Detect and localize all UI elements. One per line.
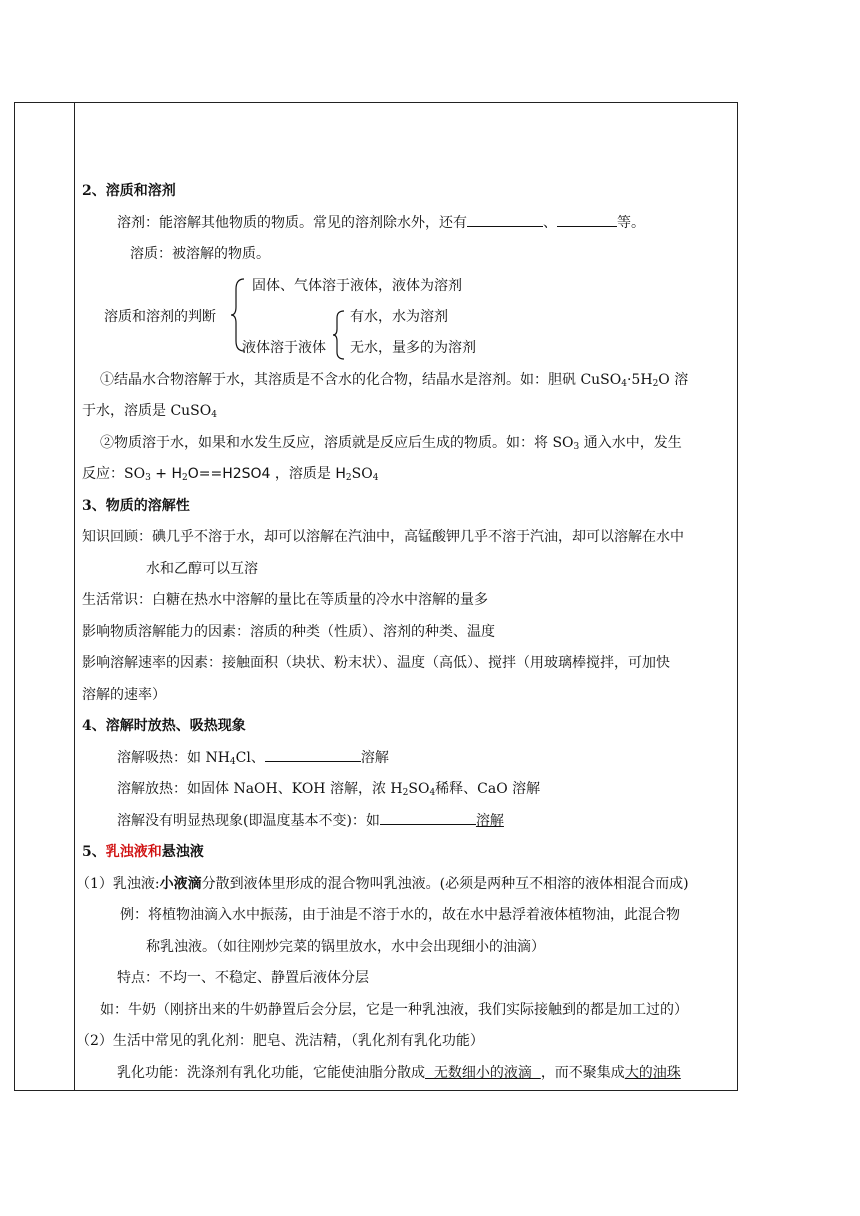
- judge-branch-solid: 固体、气体溶于液体，液体为溶剂: [252, 277, 462, 294]
- solvent-definition: 溶剂：能溶解其他物质的物质。常见的溶剂除水外，还有 、 等。: [82, 208, 732, 240]
- section-heading-4: 4、溶解时放热、吸热现象: [82, 718, 246, 734]
- knowledge-review-cont: 水和乙醇可以互溶: [146, 560, 258, 577]
- judgement-diagram: [82, 271, 732, 365]
- emulsion-definition: （1）乳浊液:小液滴分散到液体里形成的混合物叫乳浊液。(必须是两种互不相溶的液体相混合而成): [76, 875, 689, 892]
- judge-label: 溶质和溶剂的判断: [104, 308, 216, 325]
- table-column-divider: [74, 102, 75, 1091]
- rate-factors-cont: 溶解的速率）: [82, 686, 166, 703]
- note-reaction-cont: 反应：$SO_3 + H_2O==H2SO4$ ，溶质是 $H_2SO_4$: [82, 466, 379, 483]
- milk-example: 如：牛奶（刚挤出来的牛奶静置后会分层，它是一种乳浊液，我们实际接触到的都是加工过的）: [100, 1001, 688, 1018]
- fill-blank[interactable]: [380, 810, 476, 825]
- section-heading-3: 3、物质的溶解性: [82, 497, 190, 514]
- solubility-factors: 影响物质溶解能力的因素：溶质的种类（性质）、溶剂的种类、温度: [82, 623, 495, 640]
- judge-branch-water: 有水，水为溶剂: [350, 308, 448, 325]
- knowledge-review: 知识回顾：碘几乎不溶于水，却可以溶解在汽油中，高锰酸钾几乎不溶于汽油，却可以溶解在水中: [82, 529, 684, 545]
- section-heading-5: 5、乳浊液和悬浊液: [82, 844, 204, 860]
- brace-icon: [332, 309, 346, 361]
- endothermic-dissolution: 溶解吸热：如 $NH_4Cl$、 溶解: [82, 743, 732, 775]
- note-reaction: ②物质溶于水，如果和水发生反应，溶质就是反应后生成的物质。如：将 $SO_3$ 通入水中，发生: [100, 434, 682, 452]
- life-knowledge: 生活常识：白糖在热水中溶解的量比在等质量的冷水中溶解的量多: [82, 592, 488, 608]
- section-heading-2: 2、溶质和溶剂: [82, 183, 176, 199]
- rate-factors: 影响溶解速率的因素：接触面积（块状、粉末状）、温度（高低）、搅拌（用玻璃棒搅拌，可加快: [82, 655, 670, 671]
- judge-branch-liquid: 液体溶于液体: [242, 339, 326, 356]
- fill-blank[interactable]: [467, 212, 543, 227]
- neutral-dissolution: 溶解没有明显热现象(即温度基本不变)：如 溶解: [82, 806, 732, 838]
- exothermic-dissolution: 溶解放热：如固体 NaOH、KOH 溶解，浓 $H_2SO_4$稀释、CaO 溶解: [117, 781, 541, 798]
- emulsion-features: 特点：不均一、不稳定、静置后液体分层: [117, 970, 369, 986]
- judge-branch-nowater: 无水，量多的为溶剂: [350, 339, 476, 356]
- emulsifying-function: 乳化功能：洗涤剂有乳化功能，它能使油脂分散成 无数细小的液滴 ，而不聚集成大的油珠: [117, 1064, 681, 1081]
- emulsion-example-cont: 称乳浊液。（如往刚炒完菜的锅里放水，水中会出现细小的油滴）: [146, 938, 545, 955]
- note-crystal-hydrate: ①结晶水合物溶解于水，其溶质是不含水的化合物，结晶水是溶剂。如：胆矾 $CuSO_4\cdot 5H_2O$ 溶: [100, 371, 689, 389]
- fill-blank[interactable]: [557, 212, 617, 227]
- solute-definition: 溶质：被溶解的物质。: [130, 246, 270, 262]
- emulsifiers: （2）生活中常见的乳化剂：肥皂、洗洁精，（乳化剂有乳化功能）: [76, 1033, 484, 1049]
- emulsion-example: 例：将植物油滴入水中振荡，由于油是不溶于水的，故在水中悬浮着液体植物油，此混合物: [120, 907, 680, 923]
- document-body: [76, 176, 732, 1089]
- note-crystal-hydrate-cont: 于水，溶质是 CuSO$_4$: [82, 403, 217, 420]
- fill-blank[interactable]: [265, 747, 361, 762]
